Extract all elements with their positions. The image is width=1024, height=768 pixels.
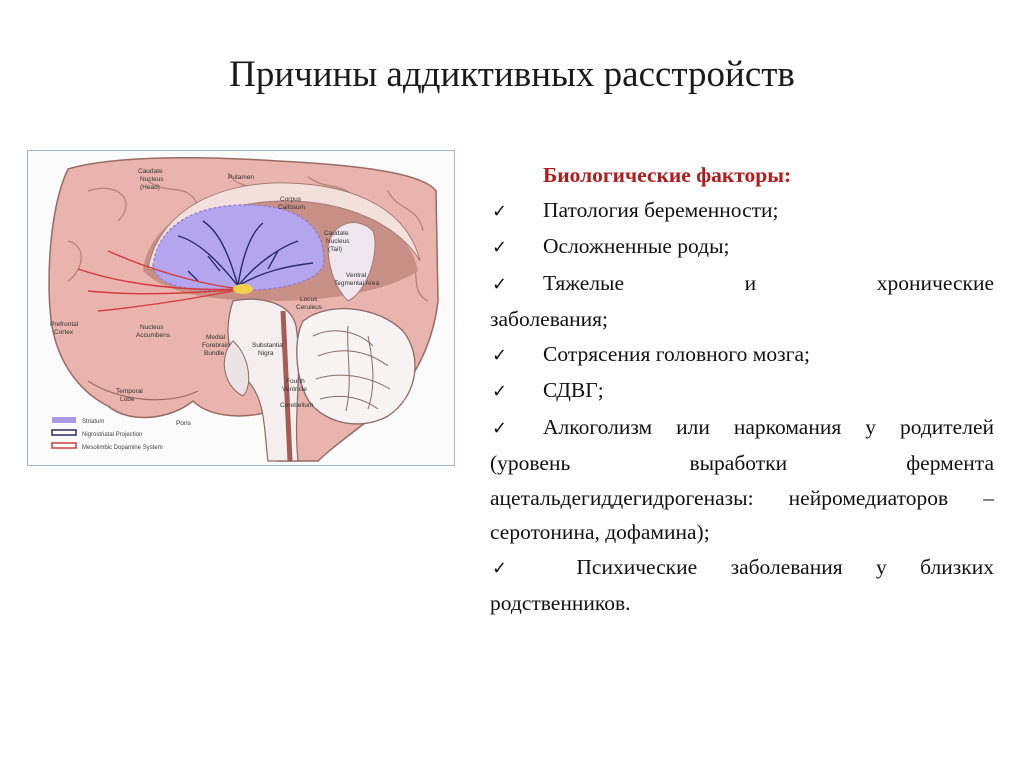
check-icon: ✓ [492,273,508,295]
brain-illustration [28,151,454,465]
item-text: СДВГ; [543,378,604,402]
item-text: Психические заболевания у близких родственников. [490,554,994,615]
label-caudate-tail-2: Nucleus [326,238,350,245]
label-locus-ceruleus-2: Ceruleus [296,304,323,311]
vta-spot [233,284,253,294]
label-corpus-callosum-1: Corpus [280,196,301,203]
cerebellum-shape [297,309,415,424]
label-locus-ceruleus-1: Locus [300,296,318,303]
label-caudate-head-2: Nucleus [140,176,164,183]
label-fourth-ventricle-1: Fourth [286,378,305,385]
list-heading: Биологические факторы: [543,163,792,187]
list-item [490,410,994,550]
check-icon: ✓ [492,200,508,222]
label-accumbens-1: Nucleus [140,324,164,331]
label-substantia-1: Substantia [252,342,283,349]
label-ventral-tegmental-2: Tegmental Area [334,280,380,287]
label-corpus-callosum-2: Callosum [278,204,306,211]
check-icon: ✓ [492,344,508,366]
label-cerebellum: Cerebellum [280,402,314,409]
label-prefrontal-1: Prefrontal [50,321,79,328]
label-caudate-tail-3: (Tail) [328,246,343,253]
list-item [490,550,994,621]
label-pons: Pons [176,420,191,427]
legend-swatch-mesolimbic [52,443,76,448]
legend-mesolimbic: Mesolimbic Dopamine System [82,445,163,451]
list-item [490,229,994,266]
legend-striatum: Striatum [82,419,105,425]
list-item [490,193,994,230]
label-forebrain-3: Bundle [204,350,225,357]
label-fourth-ventricle-2: Ventricle [282,386,307,393]
label-ventral-tegmental-1: Ventral [346,272,367,279]
check-icon: ✓ [492,381,508,402]
check-icon: ✓ [492,417,508,439]
label-putamen: Putamen [228,174,255,181]
label-caudate-head-3: (Head) [140,184,160,191]
legend-swatch-striatum [52,417,76,423]
list-item [490,337,994,374]
check-icon: ✓ [492,557,508,579]
label-temporal-1: Temporal [116,388,143,395]
list-item [490,373,994,410]
label-substantia-2: Nigra [258,350,274,357]
legend-nigrostriatal: Nigrostriatal Projection [82,432,143,438]
item-text: Сотрясения головного мозга; [543,341,810,366]
item-text: заболевания; [490,307,608,331]
label-caudate-head-1: Caudate [138,168,163,175]
label-caudate-tail-1: Caudate [324,230,349,237]
legend-swatch-nigrostriatal [52,430,76,435]
item-text: Тяжелые и хронические [543,270,994,295]
brain-diagram [27,150,455,466]
diagram-legend [52,417,163,451]
label-temporal-2: Lobe [120,396,135,403]
item-text: Осложненные роды; [543,234,730,258]
list-item [490,266,994,303]
item-text: Алкоголизм или наркомания у родителей (уровень выработки фермента ацетальдегиддегидрогеназы: нейромедиаторов – серотонина, дофамина); [490,414,994,544]
label-forebrain-1: Medial [206,334,226,341]
label-forebrain-2: Forebrain [202,342,230,349]
check-icon: ✓ [492,237,508,258]
label-prefrontal-2: Cortex [54,329,74,336]
slide-title: Причины аддиктивных расстройств [229,54,795,95]
label-accumbens-2: Accumbens [136,332,170,339]
biological-factors-list [490,158,994,621]
item-text: Патология беременности; [543,197,779,222]
list-item-continuation [490,302,994,337]
